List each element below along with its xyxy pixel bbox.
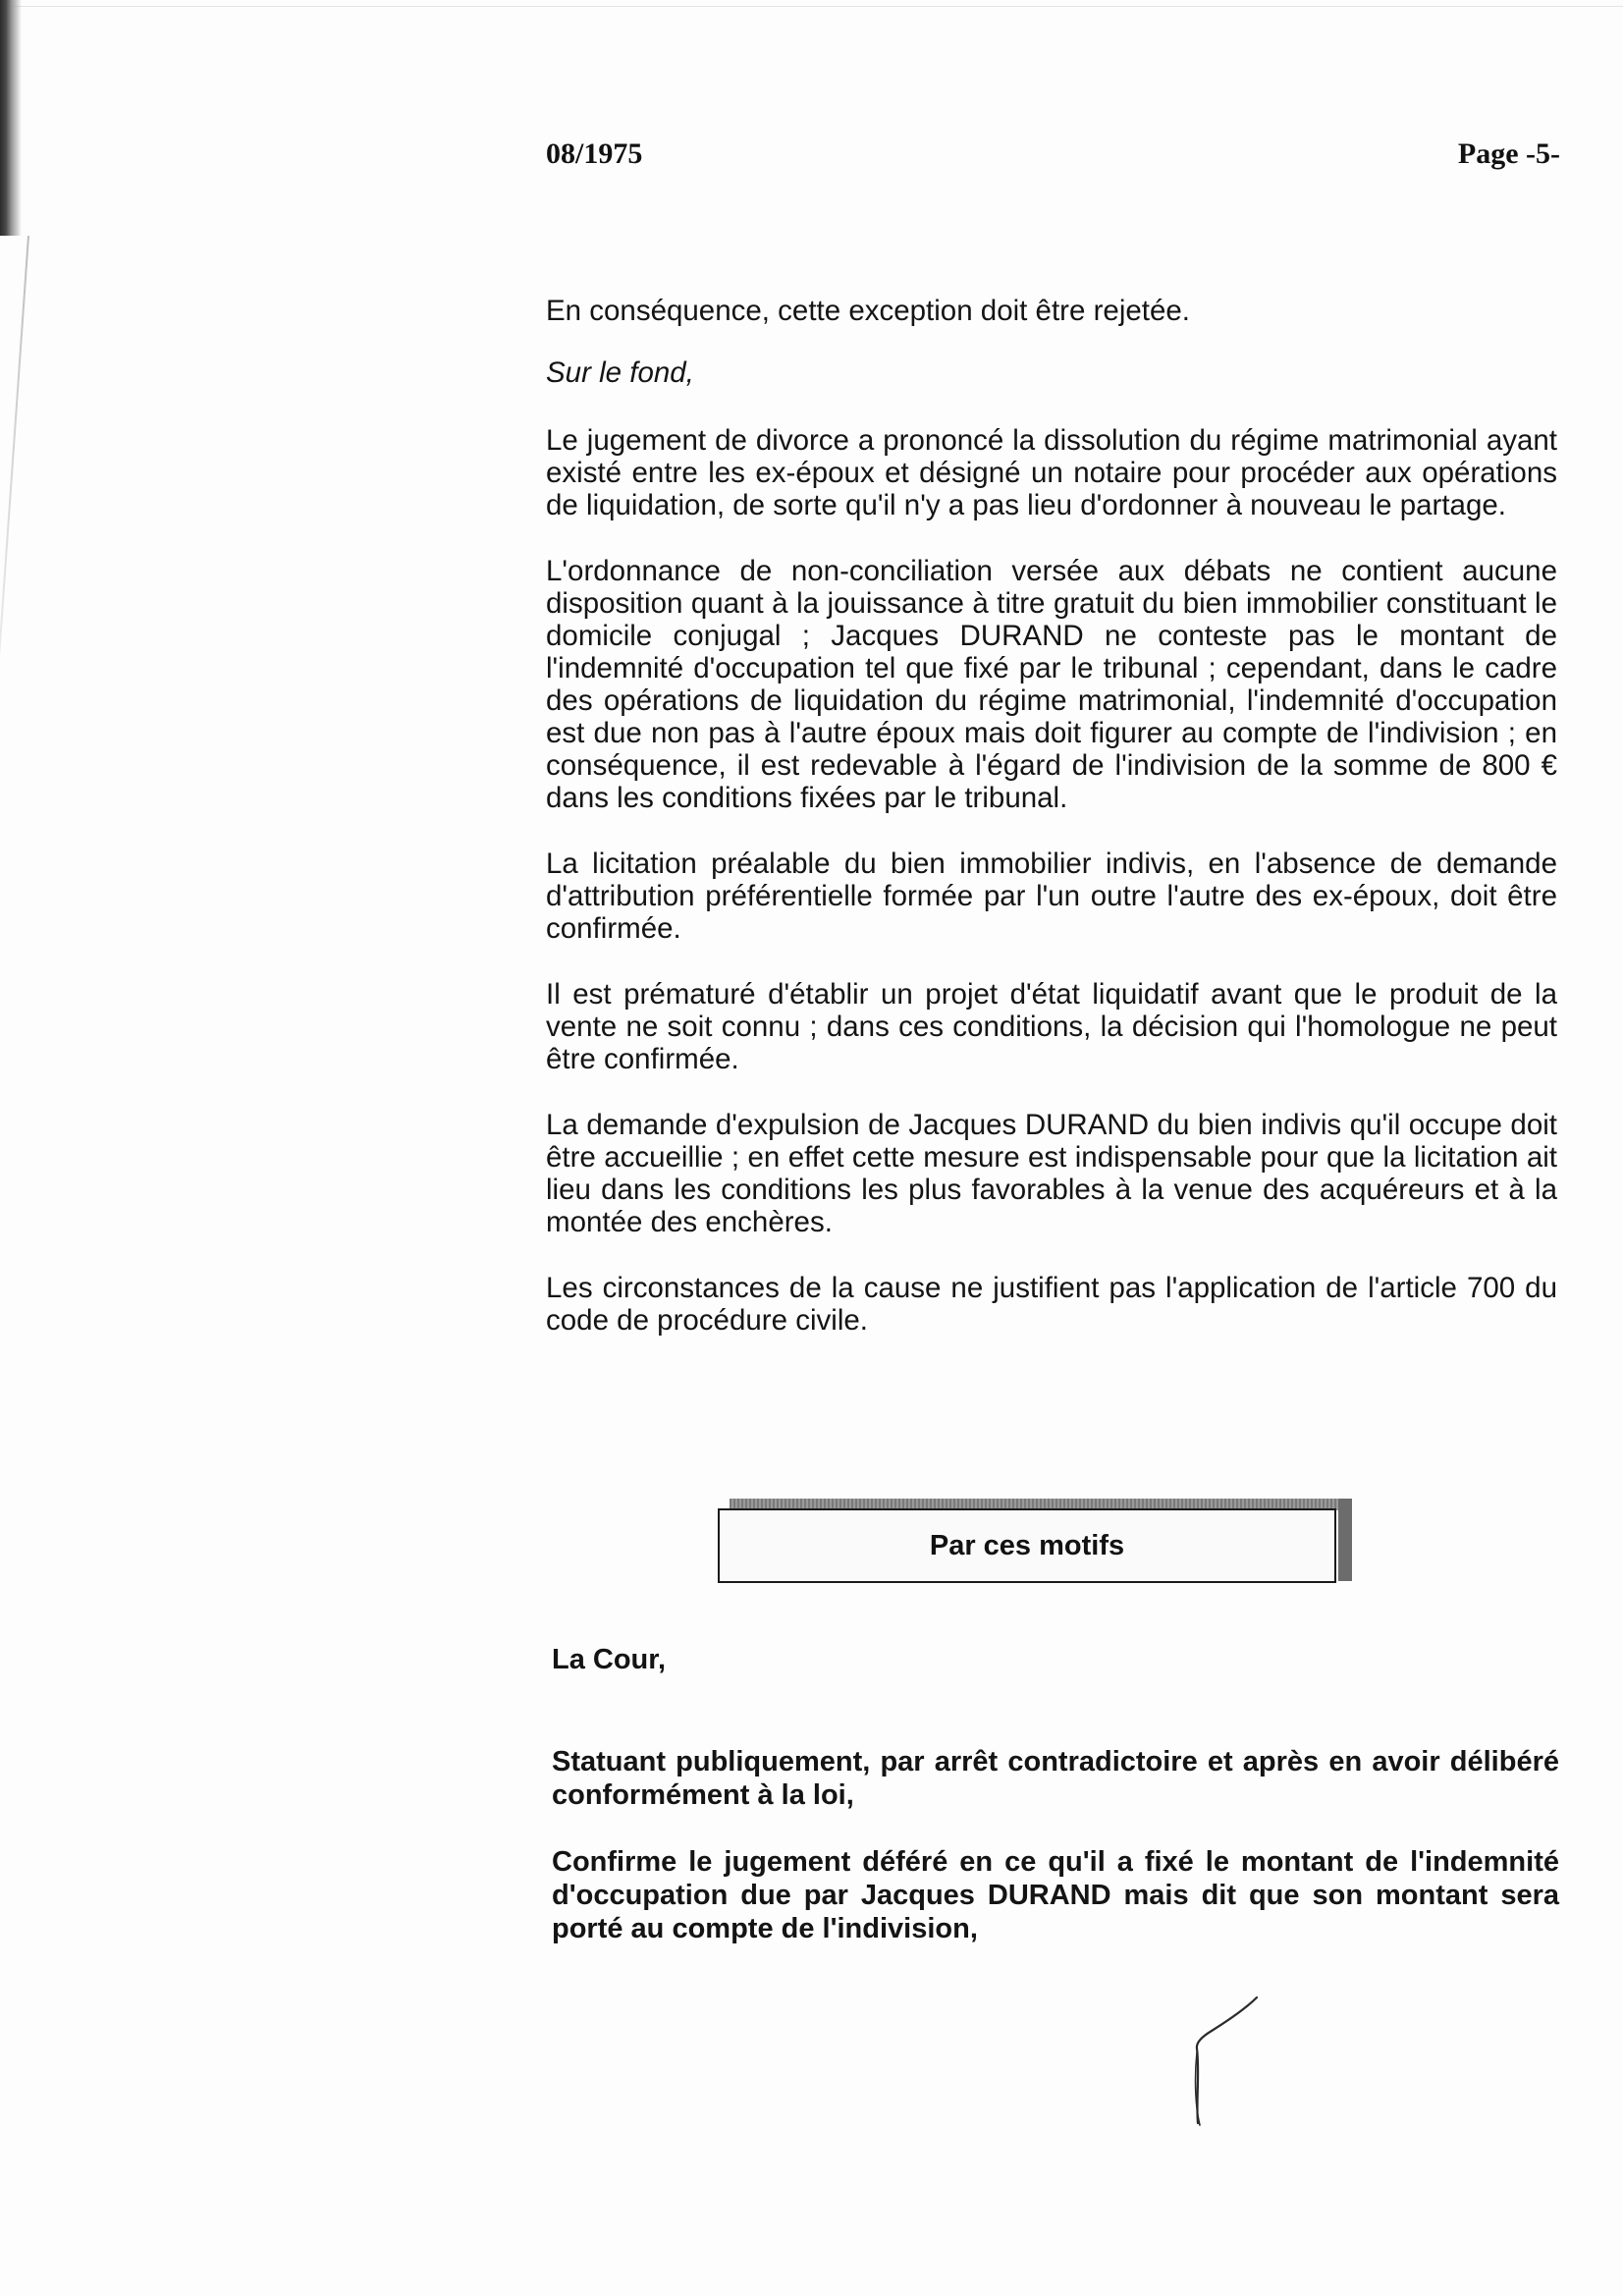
document-reference: 08/1975 (546, 137, 643, 170)
scan-top-rule (0, 6, 1623, 7)
ruling-intro: Statuant publiquement, par arrêt contradictoire et après en avoir délibéré conformément à la loi, (552, 1746, 1559, 1811)
paragraph-divorce-judgment: Le jugement de divorce a prononcé la dissolution du régime matrimonial ayant existé entre les ex-époux et désigné un notaire pour procéder aux opérations de liquidation, de sorte qu'il n'y a pas lieu d'ordonner à nouveau le partage. (546, 424, 1557, 521)
motifs-title: Par ces motifs (718, 1508, 1336, 1583)
document-body (546, 295, 1557, 1370)
paragraph-occupation-indemnity: L'ordonnance de non-conciliation versée aux débats ne contient aucune disposition quant à la jouissance à titre gratuit du bien immobilier constituant le domicile conjugal ; Jacques DURAND ne conteste pas le montant de l'indemnité d'occupation tel que fixé par le tribunal ; cependant, dans le cadre des opérations de liquidation du régime matrimonial, l'indemnité d'occupation est due non pas à l'autre époux mais doit figurer au compte de l'indivision ; en conséquence, il est redevable à l'égard de l'indivision de la somme de 800 € dans les conditions fixées par le tribunal. (546, 555, 1557, 814)
motifs-heading-box (718, 1508, 1336, 1583)
section-heading-fond: Sur le fond, (546, 356, 694, 389)
scan-edge-line (0, 236, 29, 824)
paragraph-liquidation-project: Il est prématuré d'établir un projet d'état liquidatif avant que le produit de la vente ne soit connu ; dans ces conditions, la décision qui l'homologue ne peut être confirmée. (546, 978, 1557, 1075)
paragraph-article-700: Les circonstances de la cause ne justifient pas l'application de l'article 700 du code de procédure civile. (546, 1272, 1557, 1337)
scan-edge-shadow (0, 0, 22, 236)
paragraph-conclusion-exception: En conséquence, cette exception doit être rejetée. (546, 295, 1190, 327)
initials-signature (1176, 1994, 1274, 2131)
page-number: Page -5- (1457, 137, 1560, 170)
decision-section (552, 1643, 1559, 1945)
motifs-box-shadow-right (1338, 1499, 1352, 1581)
paragraph-licitation: La licitation préalable du bien immobilier indivis, en l'absence de demande d'attribution préférentielle formée par l'un outre l'autre des ex-époux, doit être confirmée. (546, 847, 1557, 945)
paragraph-expulsion: La demande d'expulsion de Jacques DURAND du bien indivis qu'il occupe doit être accueillie ; en effet cette mesure est indispensable pour que la licitation ait lieu dans les conditions les plus favorables à la venue des acquéreurs et à la montée des enchères. (546, 1109, 1557, 1238)
ruling-confirm: Confirme le jugement déféré en ce qu'il a fixé le montant de l'indemnité d'occupation due par Jacques DURAND mais dit que son montant sera porté au compte de l'indivision, (552, 1846, 1559, 1944)
court-heading: La Cour, (552, 1644, 667, 1675)
